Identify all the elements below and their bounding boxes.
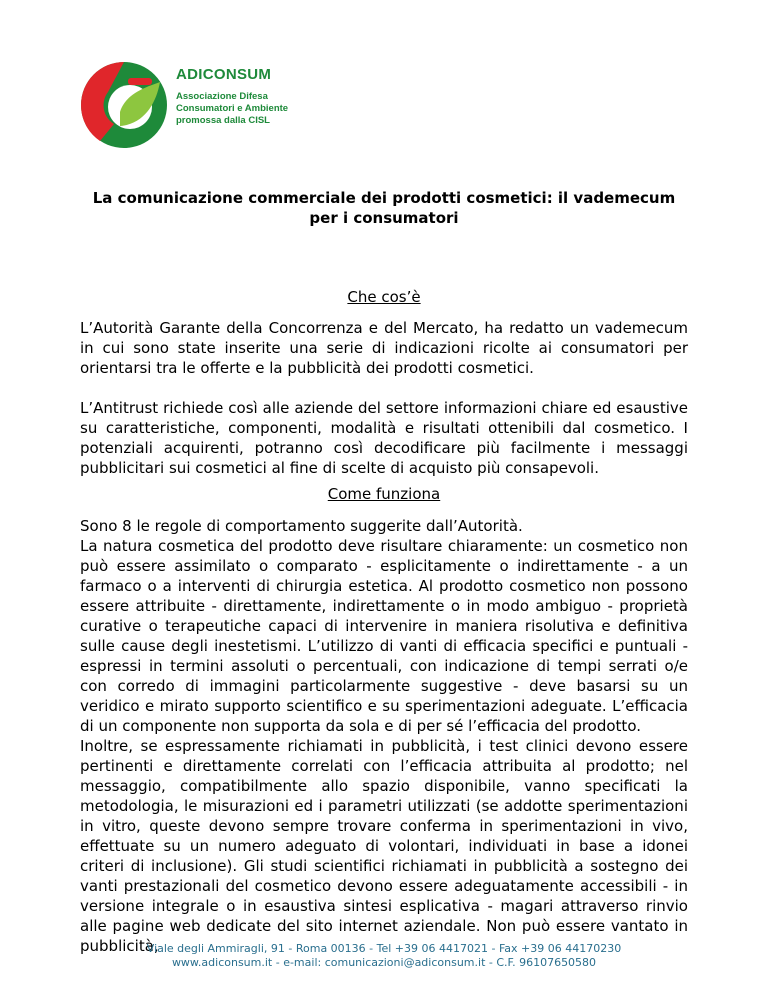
logo-tagline: Associazione Difesa Consumatori e Ambiente promossa dalla CISL	[176, 91, 289, 126]
paragraph: Sono 8 le regole di comportamento suggerite dall’Autorità.	[80, 517, 523, 535]
section-heading-come-funziona: Come funziona	[327, 485, 441, 503]
footer-address: Viale degli Ammiragli, 91 - Roma 00136 - Tel +39 06 4417021 - Fax +39 06 44170230	[146, 942, 622, 955]
logo-mark-icon	[80, 52, 172, 162]
logo-brand: ADICONSUM	[176, 66, 272, 83]
paragraph: L’Autorità Garante della Concorrenza e del Mercato, ha redatto un vademecum in cui sono state inserite una serie di indicazioni ricolte ai consumatori per orientarsi tra le offerte e la pubblicità dei prodotti cosmetici.	[80, 319, 688, 377]
footer-contacts: www.adiconsum.it - e-mail: comunicazioni@adiconsum.it - C.F. 96107650580	[171, 956, 597, 969]
paragraph: L’Antitrust richiede così alle aziende del settore informazioni chiare ed esaustive su caratteristiche, componenti, modalità e risultati ottenibili dal cosmetico. I potenziali acquirenti, potranno così decodificare più facilmente i messaggi pubblicitari sui cosmetici al fine di scelte di acquisto più consapevoli.	[80, 399, 688, 477]
section-heading-che-cose: Che cos’è	[347, 288, 421, 306]
adiconsum-logo	[80, 52, 340, 162]
page-footer	[0, 942, 768, 970]
paragraph: La natura cosmetica del prodotto deve risultare chiaramente: un cosmetico non può essere assimilato o comparato - esplicitamente o indirettamente - a un farmaco o a interventi di chirurgia estetica. Al prodotto cosmetico non possono essere attribuite - direttamente, indirettamente o in modo ambiguo - proprietà curative o terapeutiche capaci di intervenire in maniera risolutiva e definitiva sulle cause degli inestetismi. L’utilizzo di vanti di efficacia specifici e puntuali - espressi in termini assoluti o percentuali, con indicazione di tempi serrati o/e con corredo di immagini particolarmente suggestive - deve basarsi su un veridico e mirato supporto scientifico e su sperimentazioni adeguate. L’efficacia di un componente non supporta da sola e di per sé l’efficacia del prodotto.	[80, 537, 688, 735]
document-title: La comunicazione commerciale dei prodotti cosmetici: il vademecum per i consumatori	[92, 189, 676, 227]
paragraph: Inoltre, se espressamente richiamati in pubblicità, i test clinici devono essere pertinenti e direttamente correlati con l’efficacia attribuita al prodotto; nel messaggio, compatibilmente allo spazio disponibile, vanno specificati la metodologia, le misurazioni ed i parametri utilizzati (se addotte sperimentazioni in vitro, queste devono sempre trovare conferma in sperimentazioni in vivo, effettuate su un numero adeguato di volontari, individuati in base a idonei criteri di inclusione). Gli studi scientifici richiamati in pubblicità a sostegno dei vanti prestazionali del cosmetico devono essere adeguatamente accessibili - in versione integrale o in esaustiva sintesi esplicativa - magari attraverso rinvio alle pagine web dedicate del sito internet aziendale. Non può essere vantato in pubblicità,	[80, 737, 688, 955]
